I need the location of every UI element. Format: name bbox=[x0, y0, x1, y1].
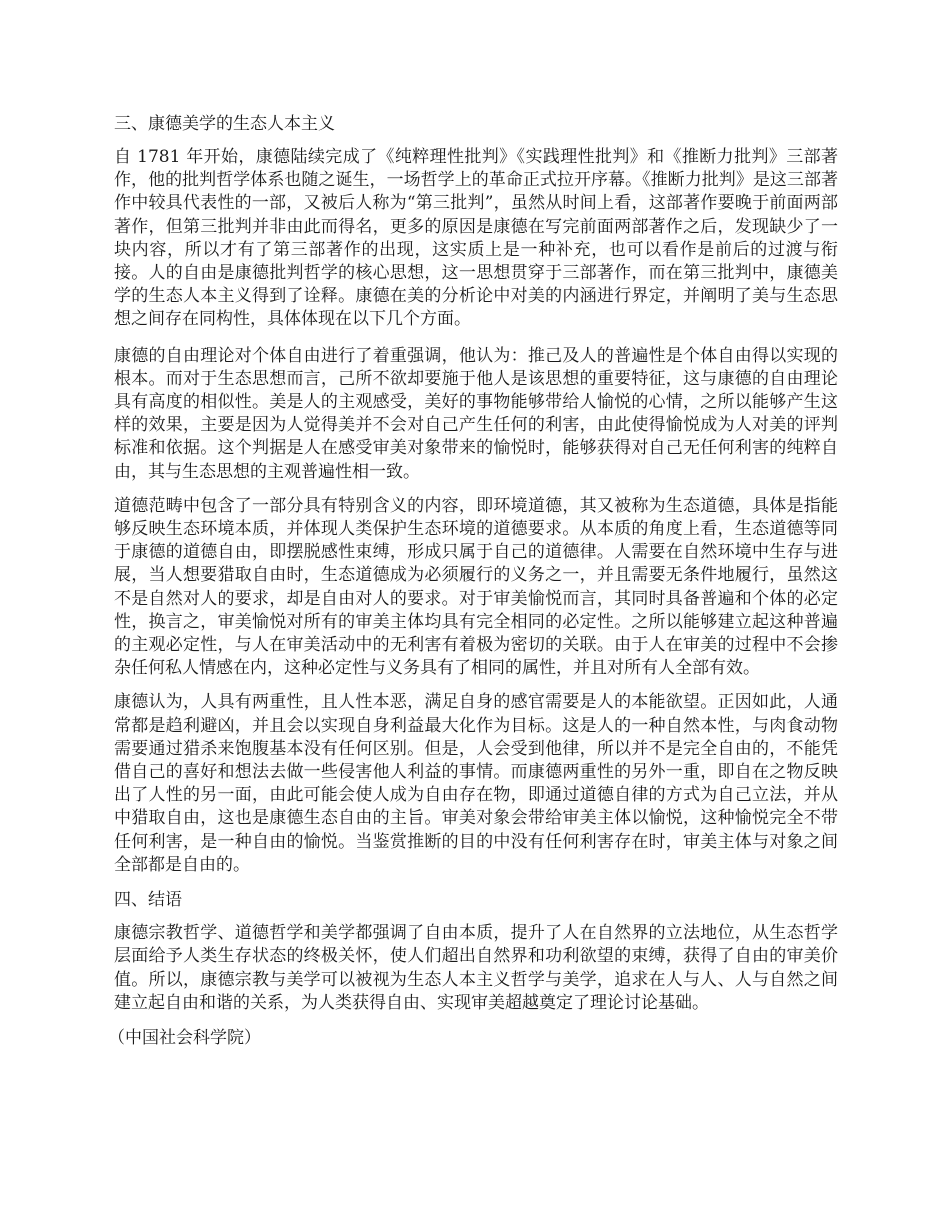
author-affiliation: （中国社会科学院） bbox=[108, 1027, 261, 1048]
paragraph-2: 康德的自由理论对个体自由进行了着重强调，他认为：推己及人的普遍性是个体自由得以实现的根本。而对于生态思想而言，己所不欲却要施于他人是该思想的重要特征，这与康德的自由理论具有高度的相似性。美是人的主观感受，美好的事物能够带给人愉悦的心情，之所以能够产生这样的效果，主要是因为人觉得美并不会对自己产生任何的利害，由此使得愉悦成为人对美的评判标准和依据。这个判据是人在感受审美对象带来的愉悦时，能够获得对自己无任何利害的纯粹自由，其与生态思想的主观普遍性相一致。 bbox=[114, 345, 838, 482]
section-heading-3: 三、康德美学的生态人本主义 bbox=[114, 114, 335, 134]
paragraph-3: 道德范畴中包含了一部分具有特别含义的内容，即环境道德，其又被称为生态道德，具体是指能够反映生态环境本质，并体现人类保护生态环境的道德要求。从本质的角度上看，生态道德等同于康德的道德自由，即摆脱感性束缚，形成只属于自己的道德律。人需要在自然环境中生存与进展，当人想要猎取自由时，生态道德成为必须履行的义务之一，并且需要无条件地履行，虽然这不是自然对人的要求，却是自由对人的要求。对于审美愉悦而言，其同时具备普遍和个体的必定性，换言之，审美愉悦对所有的审美主体均具有完全相同的必定性。之所以能够建立起这种普遍的主观必定性，与人在审美活动中的无利害有着极为密切的关联。由于人在审美的过程中不会掺杂任何私人情感在内，这种必定性与义务具有了相同的属性，并且对所有人全部有效。 bbox=[114, 495, 838, 679]
paragraph-1: 自 1781 年开始，康德陆续完成了《纯粹理性批判》《实践理性批判》和《推断力批判》三部著作，他的批判哲学体系也随之诞生，一场哲学上的革命正式拉开序幕。《推断力批判》是这三部著作中较具代表性的一部，又被后人称为“第三批判”，虽然从时间上看，这部著作要晚于前面两部著作，但第三批判并非由此而得名，更多的原因是康德在写完前面两部著作之后，发现缺少了一块内容，所以才有了第三部著作的出现，这实质上是一种补充，也可以看作是前后的过渡与衔接。人的自由是康德批判哲学的核心思想，这一思想贯穿于三部著作，而在第三批判中，康德美学的生态人本主义得到了诠释。康德在美的分析论中对美的内涵进行界定，并阐明了美与生态思想之间存在同构性，具体体现在以下几个方面。 bbox=[114, 147, 838, 330]
section-heading-4: 四、结语 bbox=[114, 890, 182, 911]
article-body bbox=[108, 112, 838, 1050]
paragraph-4: 康德认为，人具有两重性，且人性本恶，满足自身的感官需要是人的本能欲望。正因如此，人通常都是趋利避凶，并且会以实现自身利益最大化作为目标。这是人的一种自然本性，与肉食动物需要通过猎杀来饱腹基本没有任何区别。但是，人会受到他律，所以并不是完全自由的，不能凭借自己的喜好和想法去做一些侵害他人利益的事情。而康德两重性的另外一重，即自在之物反映出了人性的另一面，由此可能会使人成为自由存在物，即通过道德自律的方式为自己立法，并从中猎取自由，这也是康德生态自由的主旨。审美对象会带给审美主体以愉悦，这种愉悦完全不带任何利害，是一种自由的愉悦。当鉴赏推断的目的中没有任何利害存在时，审美主体与对象之间全部都是自由的。 bbox=[114, 692, 838, 875]
paragraph-conclusion: 康德宗教哲学、道德哲学和美学都强调了自由本质，提升了人在自然界的立法地位，从生态哲学层面给予人类生存状态的终极关怀，使人们超出自然界和功利欲望的束缚，获得了自由的审美价值。所以，康德宗教与美学可以被视为生态人本主义哲学与美学，追求在人与人、人与自然之间建立起自由和谐的关系，为人类获得自由、实现审美超越奠定了理论讨论基础。 bbox=[114, 923, 838, 1013]
